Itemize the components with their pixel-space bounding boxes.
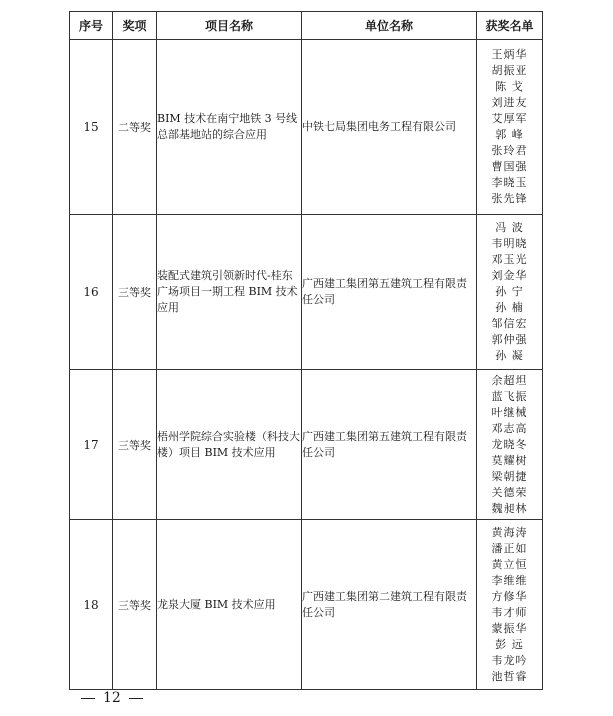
winner-name: 陈 戈 xyxy=(495,80,524,93)
row-project: BIM 技术在南宁地铁 3 号线总部基地站的综合应用 xyxy=(157,40,302,215)
row-project: 龙泉大厦 BIM 技术应用 xyxy=(157,520,302,690)
winner-name: 孙 楠 xyxy=(495,301,524,314)
winner-name: 方修华 xyxy=(491,589,528,603)
header-project: 项目名称 xyxy=(157,12,302,40)
winner-name: 胡振亚 xyxy=(491,64,528,77)
row-unit: 广西建工集团第二建筑工程有限责任公司 xyxy=(302,520,477,690)
header-unit: 单位名称 xyxy=(302,12,477,40)
row-grade: 三等奖 xyxy=(113,520,157,690)
winner-name: 张先锋 xyxy=(491,192,528,205)
winner-name: 孙 宁 xyxy=(495,285,524,298)
header-row xyxy=(70,12,543,40)
winner-name: 莫耀树 xyxy=(491,453,528,467)
award-table xyxy=(69,11,543,690)
row-project: 梧州学院综合实验楼（科技大楼）项目 BIM 技术应用 xyxy=(157,370,302,520)
header-grade: 奖项 xyxy=(113,12,157,40)
winner-name: 黄海涛 xyxy=(491,525,528,539)
dash-left xyxy=(81,698,95,699)
winner-name: 邓玉光 xyxy=(491,253,528,266)
winner-name: 刘进友 xyxy=(491,96,528,109)
header-seq: 序号 xyxy=(70,12,113,40)
table-row xyxy=(70,215,543,370)
row-project: 装配式建筑引领新时代-桂东广场项目一期工程 BIM 技术应用 xyxy=(157,215,302,370)
winner-name: 韦龙吟 xyxy=(491,653,528,667)
row-grade: 三等奖 xyxy=(113,215,157,370)
header-winners: 获奖名单 xyxy=(477,12,543,40)
row-seq: 16 xyxy=(70,215,113,370)
winner-name: 李维维 xyxy=(491,573,528,587)
row-grade: 三等奖 xyxy=(113,370,157,520)
row-unit: 广西建工集团第五建筑工程有限责任公司 xyxy=(302,215,477,370)
winner-name: 叶继械 xyxy=(491,405,528,419)
winner-name: 艾厚军 xyxy=(491,112,528,125)
page-number xyxy=(81,690,143,706)
row-winners xyxy=(477,370,543,520)
winner-name: 孙 凝 xyxy=(495,349,524,362)
winner-name: 池哲睿 xyxy=(491,669,528,683)
winner-name: 蓝飞振 xyxy=(491,389,528,403)
row-seq: 15 xyxy=(70,40,113,215)
page-number-text: 12 xyxy=(103,690,121,706)
row-winners xyxy=(477,40,543,215)
winner-name: 龙晓冬 xyxy=(491,437,528,451)
winner-name: 王炳华 xyxy=(491,48,528,61)
winner-name: 韦才师 xyxy=(491,605,528,619)
winner-name: 李晓玉 xyxy=(491,176,528,189)
winner-name: 梁朝捷 xyxy=(491,469,528,483)
winner-name: 关德荣 xyxy=(491,485,528,499)
row-seq: 18 xyxy=(70,520,113,690)
row-winners xyxy=(477,520,543,690)
table-row xyxy=(70,40,543,215)
row-unit: 广西建工集团第五建筑工程有限责任公司 xyxy=(302,370,477,520)
winner-name: 冯 波 xyxy=(495,221,524,234)
winner-name: 黄立恒 xyxy=(491,557,528,571)
row-seq: 17 xyxy=(70,370,113,520)
winner-name: 郭仲强 xyxy=(491,333,528,346)
winner-name: 蒙振华 xyxy=(491,621,528,635)
winner-name: 魏昶林 xyxy=(491,501,528,515)
winner-name: 张玲君 xyxy=(491,144,528,157)
row-grade: 二等奖 xyxy=(113,40,157,215)
winner-name: 郭 峰 xyxy=(495,128,524,141)
winner-name: 彭 远 xyxy=(495,637,524,651)
winner-name: 曹国强 xyxy=(491,160,528,173)
dash-right xyxy=(129,698,143,699)
table-row xyxy=(70,520,543,690)
table-row xyxy=(70,370,543,520)
winner-name: 刘金华 xyxy=(491,269,528,282)
winner-name: 邓志高 xyxy=(491,421,528,435)
winner-name: 邹信宏 xyxy=(491,317,528,330)
winner-name: 韦明晓 xyxy=(491,237,528,250)
winner-name: 潘正如 xyxy=(491,541,528,555)
row-winners xyxy=(477,215,543,370)
winner-name: 余超坦 xyxy=(491,373,528,387)
row-unit: 中铁七局集团电务工程有限公司 xyxy=(302,40,477,215)
